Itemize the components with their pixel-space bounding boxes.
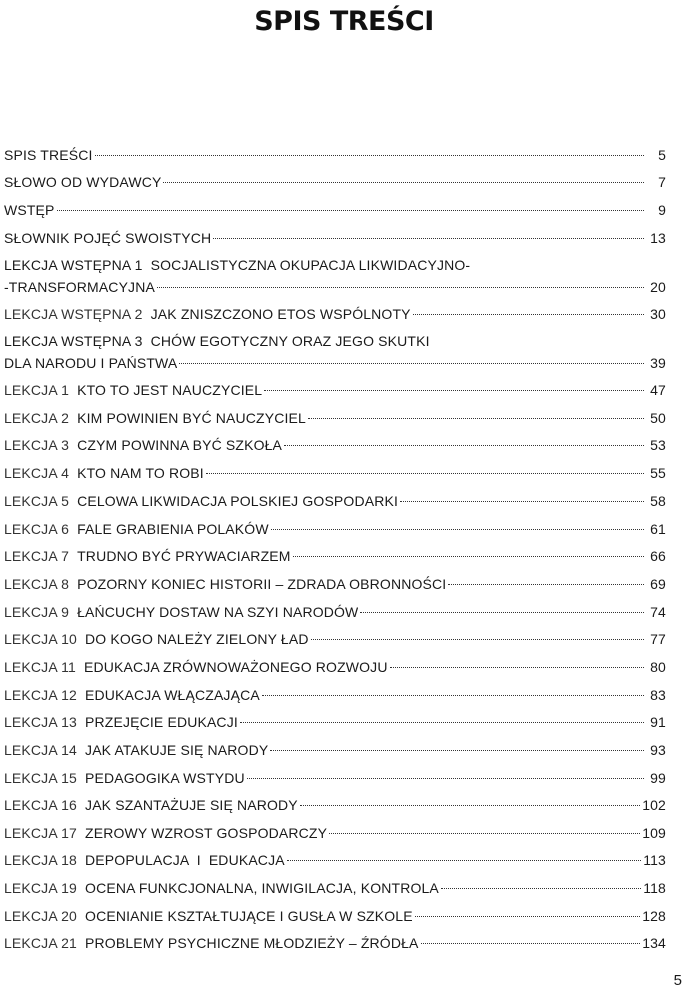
- toc-entry-label: -TRANSFORMACYJNA: [4, 279, 155, 295]
- toc-entry-prefix: LEKCJA 14: [4, 742, 77, 758]
- dot-leader: [448, 584, 644, 585]
- toc-entry-title-start: SOCJALISTYCZNA OKUPACJA LIKWIDACYJNO-: [150, 257, 471, 273]
- toc-entry-prefix: LEKCJA WSTĘPNA 1: [4, 257, 143, 273]
- page-number: 5: [673, 972, 682, 989]
- toc-entry[interactable]: [4, 711, 666, 733]
- toc-entry-prefix: LEKCJA 7: [4, 548, 70, 564]
- dot-leader: [95, 155, 644, 156]
- toc-entry-page: 30: [650, 306, 666, 322]
- toc-entry-label: PEDAGOGIKA WSTYDU: [85, 770, 245, 786]
- dot-leader: [413, 314, 644, 315]
- toc-entry-page: 55: [650, 465, 666, 481]
- toc-entry[interactable]: [4, 573, 666, 595]
- toc-entry-prefix: LEKCJA 21: [4, 935, 77, 951]
- dot-leader: [400, 501, 644, 502]
- toc-entry-page: 102: [642, 797, 666, 813]
- toc-entry-page: 61: [650, 521, 666, 537]
- toc-entry-prefix: LEKCJA 18: [4, 852, 77, 868]
- toc-entry[interactable]: [4, 905, 666, 927]
- toc-entry[interactable]: [4, 545, 666, 567]
- toc-entry-page: 50: [650, 410, 666, 426]
- toc-entry-prefix: LEKCJA 12: [4, 687, 77, 703]
- toc-entry-prefix: LEKCJA 4: [4, 465, 70, 481]
- dot-leader: [300, 805, 640, 806]
- toc-entry-page: 9: [658, 202, 666, 218]
- dot-leader: [390, 667, 644, 668]
- toc-entry-prefix: LEKCJA 17: [4, 825, 77, 841]
- dot-leader: [271, 529, 644, 530]
- toc-entry-page: 58: [650, 493, 666, 509]
- toc-entry-page: 69: [650, 576, 666, 592]
- toc-entry-prefix: LEKCJA WSTĘPNA 3: [4, 333, 143, 349]
- toc-entry[interactable]: [4, 822, 666, 844]
- dot-leader: [329, 833, 640, 834]
- toc-entry-page: 13: [650, 230, 666, 246]
- dot-leader: [57, 210, 644, 211]
- toc-entry-page: 47: [650, 382, 666, 398]
- toc-entry-prefix: LEKCJA 3: [4, 437, 70, 453]
- toc-entry-page: 99: [650, 770, 666, 786]
- toc-entry[interactable]: [4, 490, 666, 512]
- toc-entry-prefix: LEKCJA 8: [4, 576, 70, 592]
- toc-entry-label: EDUKACJA ZRÓWNOWAŻONEGO ROZWOJU: [84, 659, 388, 675]
- toc-entry[interactable]: [4, 171, 666, 193]
- toc-entry-page: 91: [650, 714, 666, 730]
- toc-entry-prefix: LEKCJA 15: [4, 770, 77, 786]
- toc-entry[interactable]: [4, 518, 666, 540]
- dot-leader: [308, 418, 644, 419]
- toc-entry-label: WSTĘP: [4, 202, 55, 218]
- toc-entry-label: PRZEJĘCIE EDUKACJI: [85, 714, 238, 730]
- toc-entry-page: 74: [650, 604, 666, 620]
- toc-entry-label: FALE GRABIENIA POLAKÓW: [77, 521, 269, 537]
- toc-entry-page: 53: [650, 437, 666, 453]
- toc-entry[interactable]: [4, 767, 666, 789]
- toc-entry-label: PROBLEMY PSYCHICZNE MŁODZIEŻY – ŹRÓDŁA: [85, 935, 419, 951]
- toc-entry-label: DO KOGO NALEŻY ZIELONY ŁAD: [85, 631, 309, 647]
- dot-leader: [264, 390, 644, 391]
- dot-leader: [311, 639, 644, 640]
- toc-entry-page: 77: [650, 631, 666, 647]
- toc-entry-label: DEPOPULACJA I EDUKACJA: [85, 852, 285, 868]
- toc-entry-label: SPIS TREŚCI: [4, 147, 93, 163]
- toc-entry-page: 83: [650, 687, 666, 703]
- toc-entry[interactable]: [4, 684, 666, 706]
- dot-leader: [360, 612, 644, 613]
- toc-entry-page: 128: [642, 908, 666, 924]
- toc-entry-first-line: [4, 330, 666, 352]
- dot-leader: [206, 473, 644, 474]
- toc-entry-label: KIM POWINIEN BYĆ NAUCZYCIEL: [77, 410, 306, 426]
- toc-entry[interactable]: [4, 330, 666, 374]
- toc-entry-title-start: CHÓW EGOTYCZNY ORAZ JEGO SKUTKI: [150, 333, 430, 349]
- dot-leader: [287, 860, 642, 861]
- dot-leader: [421, 943, 641, 944]
- toc-entry-page: 39: [650, 355, 666, 371]
- toc-entry-prefix: LEKCJA 11: [4, 659, 76, 675]
- toc-entry[interactable]: [4, 462, 666, 484]
- toc-entry-label: CELOWA LIKWIDACJA POLSKIEJ GOSPODARKI: [77, 493, 399, 509]
- dot-leader: [247, 778, 644, 779]
- toc-entry-label: OCENA FUNKCJONALNA, INWIGILACJA, KONTROLA: [85, 880, 439, 896]
- toc-entry[interactable]: [4, 144, 666, 166]
- toc-entry-label: KTO TO JEST NAUCZYCIEL: [77, 382, 263, 398]
- toc-entry-prefix: LEKCJA 1: [4, 382, 70, 398]
- toc-entry-label: POZORNY KONIEC HISTORII – ZDRADA OBRONNOŚCI: [77, 576, 447, 592]
- toc-entry-label: JAK ATAKUJE SIĘ NARODY: [85, 742, 269, 758]
- toc-entry[interactable]: [4, 434, 666, 456]
- dot-leader: [262, 695, 644, 696]
- toc-entry-first-line: [4, 254, 666, 276]
- dot-leader: [179, 363, 644, 364]
- toc-entry-prefix: LEKCJA 10: [4, 631, 77, 647]
- toc-entry-page: 113: [643, 852, 666, 868]
- dot-leader: [415, 916, 640, 917]
- toc-entry-label: ZEROWY WZROST GOSPODARCZY: [85, 825, 328, 841]
- toc-entry-page: 118: [643, 880, 666, 896]
- dot-leader: [213, 238, 644, 239]
- toc-entry[interactable]: [4, 303, 666, 325]
- toc-entry[interactable]: [4, 656, 666, 678]
- toc-entry[interactable]: [4, 932, 666, 954]
- toc-entry-page: 93: [650, 742, 666, 758]
- dot-leader: [157, 287, 644, 288]
- toc-entry-page: 66: [650, 548, 666, 564]
- dot-leader: [293, 556, 644, 557]
- toc-entry-label: OCENIANIE KSZTAŁTUJĄCE I GUSŁA W SZKOLE: [85, 908, 413, 924]
- dot-leader: [441, 888, 641, 889]
- toc-entry-label: ŁAŃCUCHY DOSTAW NA SZYI NARODÓW: [77, 604, 359, 620]
- toc-entry-prefix: LEKCJA 9: [4, 604, 70, 620]
- toc-entry-page: 80: [650, 659, 666, 675]
- toc-entry[interactable]: [4, 877, 666, 899]
- toc-entry-label: EDUKACJA WŁĄCZAJĄCA: [85, 687, 260, 703]
- toc-entry[interactable]: [4, 849, 666, 871]
- toc-entry-label: SŁOWO OD WYDAWCY: [4, 174, 162, 190]
- toc-entry-label: JAK ZNISZCZONO ETOS WSPÓLNOTY: [150, 306, 411, 322]
- toc-entry[interactable]: [4, 254, 666, 298]
- toc-entry-prefix: LEKCJA 5: [4, 493, 70, 509]
- toc-entry-page: 5: [658, 147, 666, 163]
- toc-entry[interactable]: [4, 628, 666, 650]
- toc-entry[interactable]: [4, 227, 666, 249]
- toc-entry-page: 134: [642, 935, 666, 951]
- dot-leader: [163, 182, 644, 183]
- toc-entry-prefix: LEKCJA 19: [4, 880, 77, 896]
- toc-entry[interactable]: [4, 739, 666, 761]
- toc-entry-page: 109: [642, 825, 666, 841]
- toc-entry-prefix: LEKCJA 13: [4, 714, 77, 730]
- toc-entry[interactable]: [4, 199, 666, 221]
- toc-entry-label: KTO NAM TO ROBI: [77, 465, 204, 481]
- toc-entry-prefix: LEKCJA 20: [4, 908, 77, 924]
- toc-entry-prefix: LEKCJA 6: [4, 521, 70, 537]
- page-title: SPIS TREŚCI: [254, 6, 434, 37]
- toc-entry-prefix: LEKCJA WSTĘPNA 2: [4, 306, 143, 322]
- dot-leader: [270, 750, 644, 751]
- dot-leader: [240, 722, 644, 723]
- toc-entry[interactable]: [4, 794, 666, 816]
- toc-entry-label: TRUDNO BYĆ PRYWACIARZEM: [77, 548, 291, 564]
- toc-entry-label: CZYM POWINNA BYĆ SZKOŁA: [77, 437, 283, 453]
- toc-entry-label: DLA NARODU I PAŃSTWA: [4, 355, 178, 371]
- toc-entry[interactable]: [4, 379, 666, 401]
- toc-entry-page: 20: [650, 279, 666, 295]
- toc-entry-prefix: LEKCJA 16: [4, 797, 77, 813]
- toc-entry-prefix: LEKCJA 2: [4, 410, 70, 426]
- toc-entry[interactable]: [4, 407, 666, 429]
- toc-entry-page: 7: [658, 174, 666, 190]
- toc-entry[interactable]: [4, 601, 666, 623]
- dot-leader: [284, 445, 644, 446]
- toc-entry-label: SŁOWNIK POJĘĆ SWOISTYCH: [4, 230, 212, 246]
- toc-entry-label: JAK SZANTAŻUJE SIĘ NARODY: [85, 797, 298, 813]
